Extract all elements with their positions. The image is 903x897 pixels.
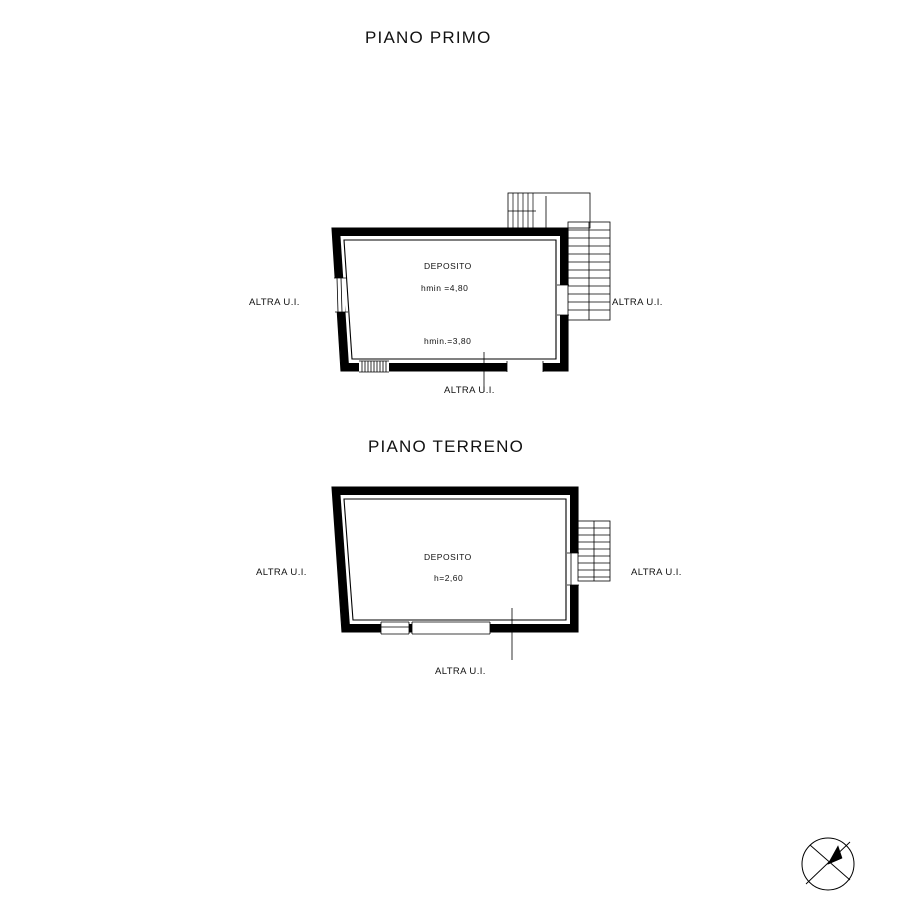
upper-stair-treads bbox=[513, 193, 533, 228]
ground-floor-geometry bbox=[332, 487, 610, 660]
upper-stair-block bbox=[508, 193, 590, 228]
door-opening-bottom bbox=[507, 361, 543, 372]
plan-title-piano-terreno: PIANO TERRENO bbox=[368, 437, 525, 456]
door-opening-bottom-ground bbox=[412, 622, 490, 634]
height-note-2-piano-primo: hmin.=3,80 bbox=[424, 336, 472, 346]
window-opening-bottom-ground bbox=[381, 622, 409, 634]
adjacent-bottom-piano-primo: ALTRA U.I. bbox=[444, 385, 495, 396]
adjacent-right-piano-terreno: ALTRA U.I. bbox=[631, 567, 682, 578]
adjacent-left-piano-primo: ALTRA U.I. bbox=[249, 297, 300, 308]
adjacent-left-piano-terreno: ALTRA U.I. bbox=[256, 567, 307, 578]
room-label-piano-primo: DEPOSITO bbox=[424, 261, 472, 271]
opening-right-wall-ground bbox=[567, 553, 579, 585]
adjacent-bottom-piano-terreno: ALTRA U.I. bbox=[435, 666, 486, 677]
wall-fill-left-ground bbox=[332, 487, 350, 627]
window-opening-left bbox=[332, 278, 345, 312]
outer-wall-outline bbox=[332, 228, 568, 371]
height-note-1-piano-terreno: h=2,60 bbox=[434, 573, 464, 583]
adjacent-right-piano-primo: ALTRA U.I. bbox=[612, 297, 663, 308]
plan-title-piano-primo: PIANO PRIMO bbox=[365, 28, 492, 47]
upper-stair-detail bbox=[508, 196, 546, 228]
wall-fill-top-ground bbox=[332, 487, 578, 495]
first-floor-geometry bbox=[332, 193, 610, 392]
height-note-1-piano-primo: hmin =4,80 bbox=[421, 283, 469, 293]
north-arrow bbox=[802, 838, 854, 890]
room-label-piano-terreno: DEPOSITO bbox=[424, 552, 472, 562]
opening-right-wall bbox=[557, 285, 569, 315]
